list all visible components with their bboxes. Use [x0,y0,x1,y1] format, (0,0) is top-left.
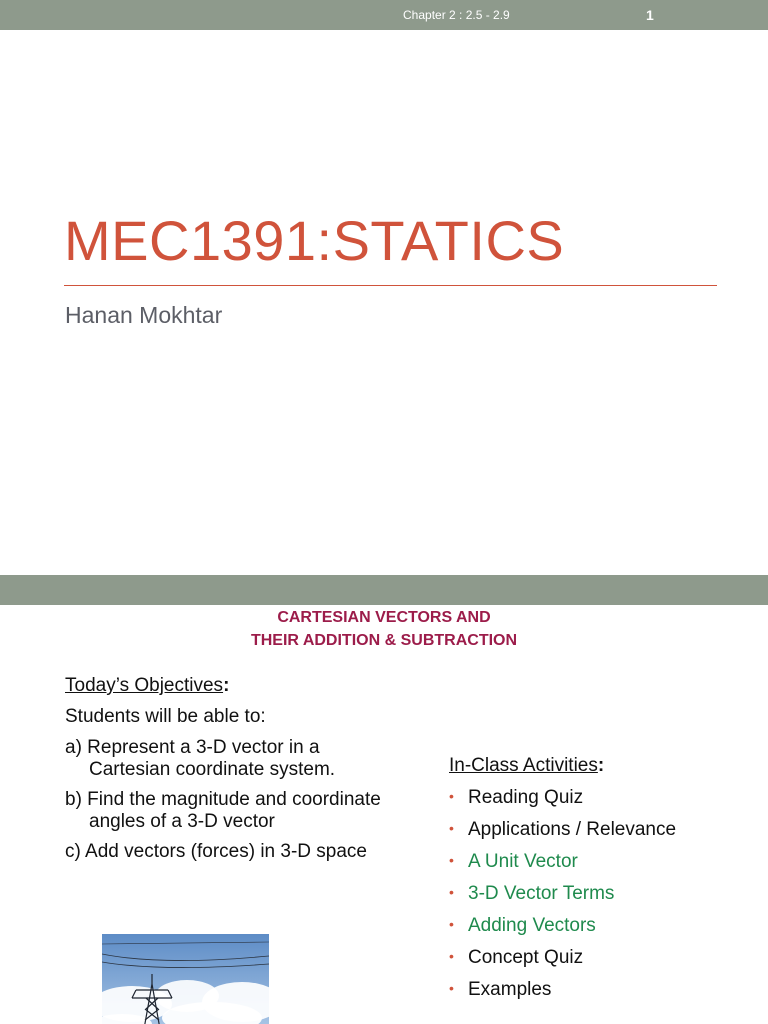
activities-colon: : [597,755,605,776]
bullet-icon: • [449,916,454,932]
objective-item [65,841,445,863]
bullet-icon: • [449,948,454,964]
activities-block [449,755,759,1011]
objective-line: b) Find the magnitude and coordinate [65,789,381,810]
list-item [449,915,759,937]
bullet-icon: • [449,884,454,900]
objective-line: a) Represent a 3-D vector in a [65,737,320,758]
chapter-label: Chapter 2 : 2.5 - 2.9 [403,8,510,22]
activity-label: A Unit Vector [468,851,578,872]
objectives-colon: : [223,675,230,696]
objective-line: c) Add vectors (forces) in 3-D space [65,841,367,862]
slide-title: MEC1391:STATICS [64,209,565,272]
objectives-intro: Students will be able to: [65,706,266,727]
activity-label: 3-D Vector Terms [468,883,615,904]
list-item [449,851,759,873]
author-name: Hanan Mokhtar [65,302,223,328]
list-item [449,979,759,1001]
power-tower-photo [102,934,269,1024]
objectives-slide [0,575,768,1024]
bullet-icon: • [449,852,454,868]
power-tower-illustration [102,934,269,1024]
activities-list [449,787,759,1001]
title-divider [64,285,717,286]
objective-line: angles of a 3-D vector [89,811,275,832]
activity-label: Reading Quiz [468,787,584,808]
bullet-icon: • [449,788,454,804]
bullet-icon: • [449,820,454,836]
list-item [449,787,759,809]
objective-item [65,737,445,781]
list-item [449,883,759,905]
bullet-icon: • [449,980,454,996]
list-item [449,947,759,969]
activity-label: Concept Quiz [468,947,584,968]
activity-label: Applications / Relevance [468,819,677,840]
objectives-heading: Today’s Objectives [65,675,224,696]
list-item [449,819,759,841]
activity-label: Adding Vectors [468,915,596,936]
activities-heading: In-Class Activities [449,755,598,776]
header-bar [0,575,768,605]
objectives-block [65,675,445,863]
slide-heading-line1: CARTESIAN VECTORS AND [277,609,491,626]
page-number: 1 [646,7,654,23]
objective-item [65,789,445,833]
slide-heading-line2: THEIR ADDITION & SUBTRACTION [250,632,518,649]
activity-label: Examples [468,979,552,1000]
objective-line: Cartesian coordinate system. [89,759,336,780]
